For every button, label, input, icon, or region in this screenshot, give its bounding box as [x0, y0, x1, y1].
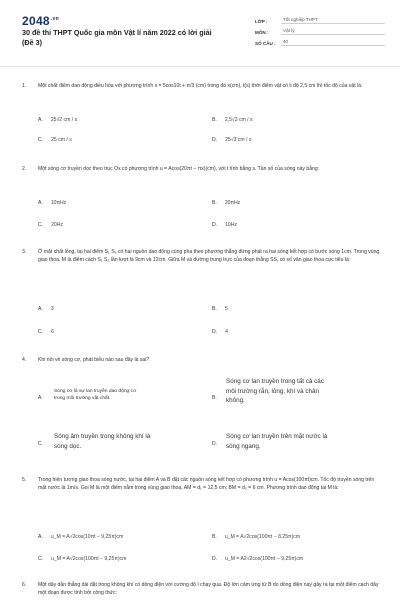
option-letter: C. [38, 137, 44, 143]
option-value: 20Hz [51, 222, 63, 228]
option-value: u_M = A√2cos(10πt − 9,25π)cm [50, 534, 124, 540]
option-value: 3 [50, 306, 54, 312]
brand-suffix: .vn [50, 16, 60, 22]
option-2c[interactable] [38, 222, 63, 228]
option-letter: A. [38, 117, 43, 123]
option-3c[interactable] [38, 329, 54, 335]
option-5b[interactable] [212, 534, 300, 540]
question-number: 6. [22, 582, 27, 588]
question-text: Một chất điểm dao động điều hòa với phương trình x = 5cos10t + π/3 (cm) trong đó x(cm), t(s) thời điểm vật có li độ 2,5 cm thì tốc độ của vật là: [38, 83, 363, 89]
question-text: Khi nói về sóng cơ, phát biểu nào sau đây là sai? [38, 357, 150, 363]
option-line: môi trường rắn, lỏng, khí và chân [226, 387, 320, 395]
option-value: 10Hz [225, 222, 237, 228]
option-letter: D. [212, 222, 218, 228]
option-line: không. [226, 397, 245, 404]
option-value: 25 cm / s [51, 137, 72, 143]
option-value: 5 [224, 306, 228, 312]
meta-label: LỚP : [255, 19, 268, 24]
option-value [54, 432, 204, 451]
option-letter: A. [38, 306, 43, 312]
option-3d[interactable] [212, 329, 228, 335]
option-letter: C. [38, 222, 44, 228]
option-line: sóng dọc. [54, 442, 82, 450]
option-2b[interactable] [212, 200, 240, 206]
option-letter: A. [38, 534, 43, 540]
option-value: 10πHz [50, 200, 67, 206]
document-header [0, 0, 400, 64]
option-1d[interactable] [212, 137, 251, 143]
option-letter: A. [38, 395, 43, 401]
option-line: Sóng cơ lan truyền trong tất cả các [226, 378, 324, 385]
option-5a[interactable] [38, 534, 123, 540]
question-number: 2. [22, 166, 27, 172]
option-2a[interactable] [38, 200, 66, 206]
option-letter: D. [212, 556, 218, 562]
question-4 [22, 356, 382, 364]
option-value: u_M = A√2cos(100πt − 8,25π)cm [224, 534, 301, 540]
option-letter: D. [212, 137, 218, 143]
option-value: 25√3 cm / s [225, 137, 252, 143]
page-title [22, 28, 247, 47]
option-letter: A. [38, 200, 43, 206]
exam-meta [255, 15, 385, 48]
option-letter: B. [212, 306, 217, 312]
option-2d[interactable] [212, 222, 237, 228]
option-letter: B. [212, 395, 217, 401]
option-line: sóng ngang. [226, 442, 261, 450]
brand-name: 2048 [22, 14, 50, 28]
question-text: Một sóng cơ truyền dọc theo trục Ox có phương trình u = Acos(20πt − πx)(cm), với t tính bằng s. Tần số của sóng này bằng: [38, 166, 320, 172]
meta-label: SỐ CÂU : [255, 41, 276, 46]
question-6 [22, 581, 382, 597]
option-value: u_M = A√2cos(100πt − 9,25π)cm [51, 556, 127, 562]
option-letter: C. [38, 441, 43, 447]
option-line: trong môi trường vật chất. [54, 396, 111, 401]
option-3b[interactable] [212, 306, 228, 312]
question-number: 3. [22, 249, 27, 255]
meta-row-subject [255, 26, 385, 35]
question-number: 5. [22, 477, 27, 483]
option-5d[interactable] [212, 556, 303, 562]
meta-row-count [255, 37, 385, 46]
brand-logo[interactable] [22, 14, 59, 28]
option-value: 20πHz [224, 200, 241, 206]
header-divider [0, 66, 400, 67]
question-3 [22, 248, 382, 264]
option-value: 25√2 cm / s [50, 117, 78, 123]
option-1c[interactable] [38, 137, 72, 143]
option-value: 6 [51, 329, 54, 335]
meta-value: Vật lý [281, 28, 385, 35]
option-line: Sóng cơ lan truyền trên mặt nước là [226, 433, 328, 440]
option-letter: C. [38, 556, 44, 562]
option-line: Sóng âm truyền trong không khí là [54, 433, 151, 440]
title-line-2: (Đề 3) [22, 37, 42, 47]
question-text: Một dây dẫn thẳng dài đặt trong không khí có dòng điện với cường độ I chạy qua. Độ lớn cảm ứng từ B do dòng điện này gây ra tại một điểm cách dây một đoạn được tính bởi công thức: [38, 582, 379, 596]
option-letter: B. [212, 117, 217, 123]
option-3a[interactable] [38, 306, 54, 312]
question-number: 1. [22, 83, 27, 89]
option-letter: B. [212, 200, 217, 206]
option-value: u_M = A2√2cos(100πt − 9,25π)cm [225, 556, 304, 562]
option-letter: B. [212, 534, 217, 540]
meta-value: Tốt nghiệp THPT [281, 17, 385, 24]
option-1b[interactable] [212, 117, 253, 123]
meta-row-class [255, 15, 385, 24]
option-value: 2,5√3 cm / s [224, 117, 253, 123]
question-1 [22, 82, 382, 90]
question-text: Trong hiện tượng giao thoa sóng nước, tại hai điểm A và B đặt các nguồn sóng kết hợp có phương trình u = Acos(100πt)cm. Tốc độ truyền sóng trên mặt nước là 1m/s. Gọi M là một điểm nằm trong vùng giao thoa, AM = d₁ = 12,5 cm; BM = d₂ = 6 cm. Phương trình dao động tại M là: [38, 477, 375, 491]
question-text: Ở mặt chất lỏng, tại hai điểm S₁ S₂ có hai nguồn dao động cùng pha theo phương thẳng đứng phát ra hai sóng kết hợp có bước sóng 1cm. Trong vùng giao thoa, M là điểm cách S₁ S₂ lần lượt là 9cm và 12cm. Giữa M và đường trung trực của đoạn thẳng SS, có số vân giao thoa cực tiểu là: [38, 249, 380, 263]
option-1a[interactable] [38, 117, 77, 123]
question-number: 4. [22, 357, 27, 363]
option-letter: C. [38, 329, 44, 335]
question-5 [22, 476, 382, 492]
option-value: 4 [225, 329, 228, 335]
option-value [226, 432, 386, 451]
option-line: Sóng cơ là sự lan truyền dao động cơ [54, 389, 137, 394]
option-value [226, 377, 386, 406]
meta-label: MÔN : [255, 30, 269, 35]
title-line-1: 30 đề thi THPT Quốc gia môn Vật lí năm 2022 có lời giải [22, 28, 212, 37]
option-value [54, 388, 204, 402]
meta-value: 40 [281, 39, 385, 46]
option-letter: D. [212, 441, 217, 447]
option-5c[interactable] [38, 556, 126, 562]
option-letter: D. [212, 329, 218, 335]
question-2 [22, 165, 382, 173]
